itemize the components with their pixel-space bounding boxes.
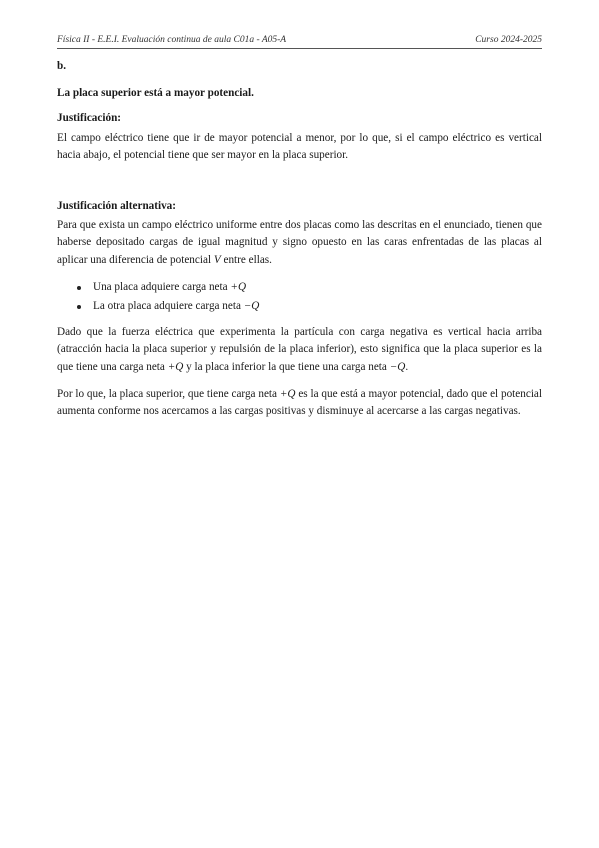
answer-claim: La placa superior está a mayor potencial.: [57, 87, 254, 100]
p2-text-3: .: [405, 360, 409, 373]
list-item: [93, 298, 542, 315]
part-label: b.: [57, 60, 67, 72]
bullet-text: La otra placa adquiere carga neta: [93, 300, 244, 313]
alt-p1-text: Para que exista un campo eléctrico uniforme entre dos placas como las descritas en el enunciado, tienen que haberse depositado cargas de igual magnitud y signo opuesto en las caras enfrentadas de las placas al aplicar una diferencia de potencial: [57, 219, 542, 266]
alt-justification-heading: Justificación alternativa:: [57, 200, 177, 213]
section-spacer: [57, 174, 542, 198]
justification-heading: Justificación:: [57, 112, 122, 125]
p2-text-1: Dado que la fuerza eléctrica que experimenta la partícula con carga negativa es vertical hacia arriba (atracción hacia la placa superior y repulsión de la placa inferior), esto significa que la placa superior es la que tiene una carga neta: [57, 326, 542, 373]
math-v: V: [213, 253, 221, 266]
math-minus-q: −Q: [243, 300, 260, 313]
math-plus-q: +Q: [230, 280, 247, 293]
math-minus-q: −Q: [389, 360, 406, 373]
alt-p1-end: entre ellas.: [220, 253, 272, 266]
math-plus-q: +Q: [279, 387, 296, 400]
alt-paragraph-3: [57, 386, 542, 420]
alt-paragraph-2: [57, 324, 542, 376]
justification-paragraph: El campo eléctrico tiene que ir de mayor potencial a menor, por lo que, si el campo eléctrico es vertical hacia abajo, el potencial tiene que ser mayor en la placa superior.: [57, 131, 542, 161]
p2-text-2: y la placa inferior la que tiene una carga neta: [183, 360, 390, 373]
header-rule: [57, 48, 542, 49]
math-plus-q: +Q: [167, 360, 184, 373]
list-item: [93, 279, 542, 296]
p3-text-1: Por lo que, la placa superior, que tiene carga neta: [57, 387, 280, 400]
alt-paragraph-1: [57, 217, 542, 269]
page-header: [57, 35, 542, 49]
header-title: Física II - E.E.I. Evaluación continua de aula C01a - A05-A: [57, 35, 287, 45]
header-course: Curso 2024-2025: [475, 35, 542, 45]
bullet-text: Una placa adquiere carga neta: [93, 280, 231, 293]
p3-text-2: es la que está a mayor potencial, dado que el potencial aumenta conforme nos acercamos a las cargas positivas y disminuye al acercarse a las cargas negativas.: [57, 387, 543, 418]
charge-list: [57, 279, 542, 315]
document-body: [57, 58, 542, 430]
